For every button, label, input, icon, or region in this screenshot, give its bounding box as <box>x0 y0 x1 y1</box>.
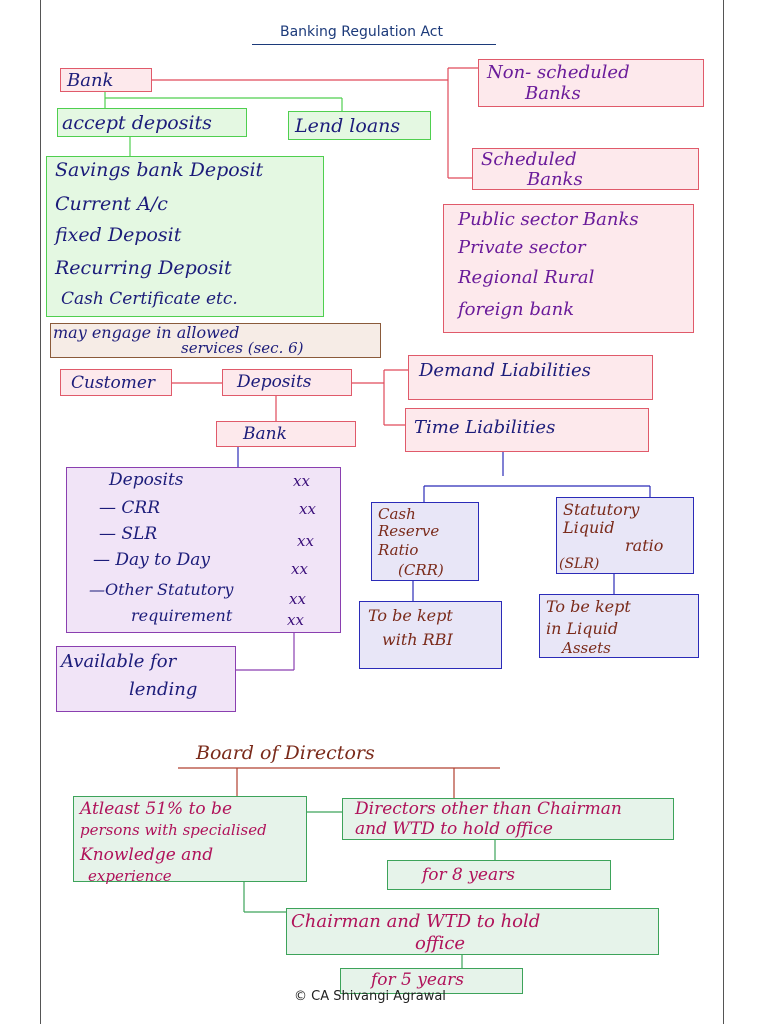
slr-kept-box <box>539 594 699 658</box>
slr-kept-line-1: To be kept <box>546 597 631 616</box>
scheduled-type-rrb: Regional Rural <box>458 267 595 288</box>
crr-kept-line-1: To be kept <box>368 606 453 625</box>
bank-item-crr: — CRR <box>99 498 161 518</box>
accept-deposits-box <box>57 108 247 137</box>
time-liabilities-label: Time Liabilities <box>414 417 556 438</box>
lend-loans-label: Lend loans <box>295 115 401 137</box>
crr-line-1: Cash <box>378 505 416 523</box>
bank-item-slr: — SLR <box>99 524 158 544</box>
non-scheduled-line-2: Banks <box>525 83 581 104</box>
non-scheduled-line-1: Non- scheduled <box>487 62 630 83</box>
bank-item-requirement-mark: xx <box>287 611 304 629</box>
atleast-line-3: Knowledge and <box>80 845 214 865</box>
demand-liabilities-label: Demand Liabilities <box>419 360 591 381</box>
directors-other-line-2: and WTD to hold office <box>355 819 553 839</box>
crr-kept-box <box>359 601 502 669</box>
right-margin-line <box>723 0 724 1024</box>
slr-line-4: (SLR) <box>559 556 600 572</box>
title-underline <box>252 44 496 45</box>
allowed-services-line-2: services (sec. 6) <box>181 339 304 357</box>
scheduled-box <box>472 148 699 190</box>
bank-item-other-statutory: —Other Statutory <box>89 580 234 599</box>
atleast-box <box>73 796 307 885</box>
crr-line-2: Reserve <box>378 522 440 540</box>
available-lending-line-2: lending <box>129 679 198 700</box>
bank-items-box <box>66 467 341 633</box>
crr-line-3: Ratio <box>378 541 419 559</box>
atleast-line-1: Atleast 51% to be <box>80 799 233 819</box>
left-margin-line <box>40 0 41 1024</box>
slr-box <box>556 497 694 574</box>
bank-item-slr-mark: xx <box>297 532 314 550</box>
scheduled-type-private: Private sector <box>458 237 586 258</box>
bank-middle-label: Bank <box>243 424 287 444</box>
bank-label: Bank <box>67 70 114 91</box>
scheduled-type-foreign: foreign bank <box>458 299 575 320</box>
bank-item-crr-mark: xx <box>299 500 316 518</box>
lend-loans-box <box>288 111 431 140</box>
slr-line-2: Liquid <box>563 518 615 537</box>
deposit-type-savings: Savings bank Deposit <box>55 159 264 181</box>
bank-box-top <box>60 68 152 92</box>
directors-other-box <box>342 798 674 840</box>
crr-box <box>371 502 479 581</box>
slr-kept-line-3: Assets <box>562 639 611 657</box>
slr-kept-line-2: in Liquid <box>546 619 619 638</box>
customer-label: Customer <box>71 373 156 393</box>
bank-item-deposits-mark: xx <box>293 472 310 490</box>
chairman-line-1: Chairman and WTD to hold <box>291 911 541 932</box>
crr-line-4: (CRR) <box>398 561 444 579</box>
bank-box-middle <box>216 421 356 447</box>
time-liabilities-box <box>405 408 649 452</box>
bank-item-day-to-day: — Day to Day <box>93 550 211 570</box>
slr-line-3: ratio <box>625 536 664 555</box>
deposit-type-current: Current A/c <box>55 193 168 215</box>
deposit-type-fixed: fixed Deposit <box>55 224 182 246</box>
bank-item-requirement: requirement <box>131 606 233 625</box>
deposit-types-box <box>46 156 324 317</box>
scheduled-types-box <box>443 204 694 333</box>
accept-deposits-label: accept deposits <box>62 112 212 134</box>
deposit-type-recurring: Recurring Deposit <box>55 257 232 279</box>
deposit-type-cash-certificate: Cash Certificate etc. <box>61 289 238 309</box>
footer-credit: © CA Shivangi Agrawal <box>294 989 446 1004</box>
bank-item-other-statutory-mark: xx <box>289 590 306 608</box>
scheduled-line-2: Banks <box>527 169 583 190</box>
non-scheduled-box <box>478 59 704 107</box>
eight-years-label: for 8 years <box>422 865 515 885</box>
available-lending-line-1: Available for <box>61 651 177 672</box>
atleast-line-4: experience <box>88 867 172 885</box>
scheduled-type-public: Public sector Banks <box>458 209 639 230</box>
available-lending-box <box>56 646 236 712</box>
deposits-box <box>222 369 352 396</box>
atleast-line-2: persons with specialised <box>80 821 267 839</box>
eight-years-box <box>387 860 611 890</box>
demand-liabilities-box <box>408 355 653 400</box>
slr-line-1: Statutory <box>563 500 640 519</box>
chairman-line-2: office <box>415 933 466 954</box>
bank-item-day-to-day-mark: xx <box>291 560 308 578</box>
board-title: Board of Directors <box>196 742 375 764</box>
crr-kept-line-2: with RBI <box>382 630 453 649</box>
chairman-box <box>286 908 659 955</box>
allowed-services-line-1: may engage in allowed <box>53 323 240 342</box>
five-years-label: for 5 years <box>371 970 464 990</box>
bank-item-deposits: Deposits <box>109 470 184 490</box>
page-title: Banking Regulation Act <box>280 24 443 40</box>
deposits-label: Deposits <box>237 372 312 392</box>
customer-box <box>60 369 172 396</box>
directors-other-line-1: Directors other than Chairman <box>355 799 622 819</box>
allowed-services-box <box>50 323 381 358</box>
scheduled-line-1: Scheduled <box>481 149 577 170</box>
